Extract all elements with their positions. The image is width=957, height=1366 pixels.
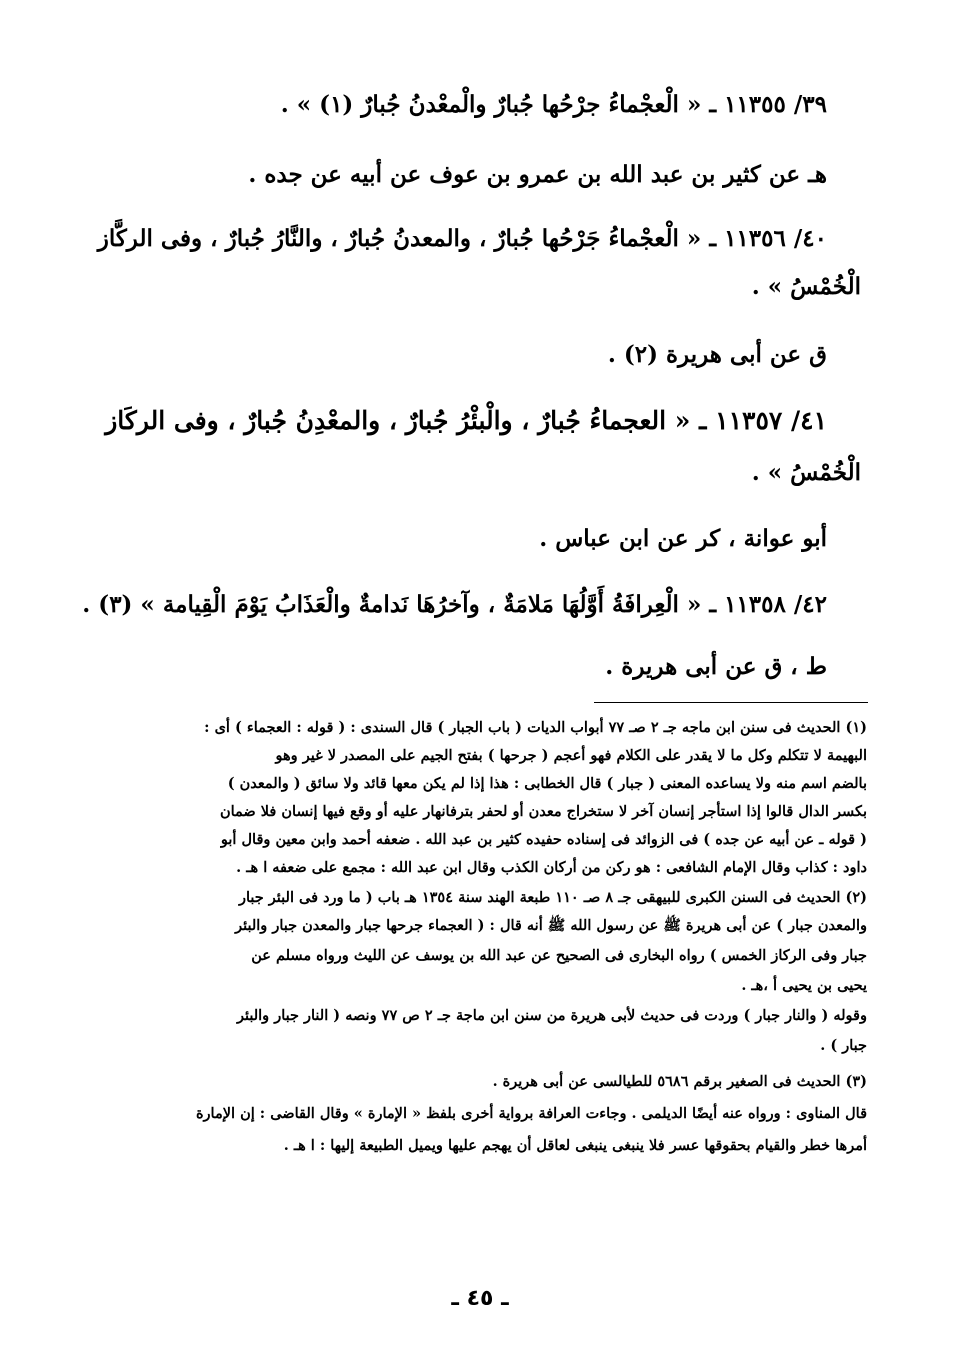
footnote-line: وقوله ( والنار جبار ) وردت فى حديث لأبى هريرة من سنن ابن ماجة جـ ٢ ص ٧٧ ونصه ( النار جبار والبئر (236, 1007, 867, 1024)
hadith-source-2: ق عن أبى هريرة (٢) . (607, 341, 827, 368)
hadith-line-2: ٤٠/ ١١٣٥٦ ـ « الْعجْماءُ جَرْحُها جُبارٌ ، والمعدنُ جُبارٌ ، والنَّارُ جُبارٌ ، وفى الركَّاز (97, 225, 827, 252)
hadith-line-2-cont: الْخُمْسُ » . (751, 273, 861, 300)
footnote-line: يحيى بن يحيى أ ،هـ . (741, 977, 867, 994)
footnote-line: بكسر الدال قالوا إذا استأجر إنسان آخر لا ستخراج معدن أو لحفر بترفانهار عليه أو وقع فيها إنسان فلا ضمان (219, 803, 867, 820)
footnote-line: (٢) الحديث فى السنن الكبرى للبيهقى جـ ٨ صـ ١١٠ طبعة الهند سنة ١٣٥٤ هـ باب ( ما ورد فى البئر جبار (238, 889, 867, 906)
hadith-line-3-cont: الْخُمْسُ » . (751, 459, 861, 486)
hadith-source-4: ط ، ق عن أبى هريرة . (605, 653, 827, 680)
page-number: ـ ٤٥ ـ (451, 1286, 509, 1311)
hadith-line-4: ٤٢/ ١١٣٥٨ ـ « الْعِرافَةُ أَوَّلُهَا مَلامَةٌ ، وآخرُهَا نَدامةٌ والْعَذَابُ يَوْمَ الْقِيامة » (٣) . (82, 591, 827, 618)
hadith-line-1: ٣٩/ ١١٣٥٥ ـ « الْعجْماءُ جرْحُها جُبارٌ والْمعْدنُ جُبارٌ (١) » . (280, 91, 827, 118)
hadith-source-3: أبو عوانة ، كر عن ابن عباس . (539, 525, 827, 552)
footnote-line: داود : كذاب وقال الإمام الشافعى : هو ركن من أركان الكذب وقال ابن عبد الله : مجمع على ضعفه ا هـ . (236, 859, 867, 876)
footnote-line: قال المناوى : ورواه عنه أيضًا الديلمى . وجاءت العرافة برواية أخرى بلفظ « الإمارة » وقال القاضى : إن الإمارة (195, 1105, 867, 1122)
footnote-line: جبار وفى الركاز الخمس ) رواه البخارى فى الصحيح عن عبد الله بن يوسف عن الليث ورواه مسلم عن (251, 947, 867, 964)
footnote-line: والمعدن جبار ) عن أبى هريرة ﷺ عن رسول الله ﷺ أنه قال : ( العجماء جرحها جبار والمعدن جبار والبئر (235, 917, 867, 934)
hadith-source-1: هـ عن كثير بن عبد الله بن عمرو بن عوف عن أبيه عن جده . (248, 161, 827, 188)
hadith-line-3: ٤١/ ١١٣٥٧ ـ « العجماءُ جُبارٌ ، والْبئْرُ جُبارٌ ، والمعْدِنُ جُبارٌ ، وفى الركَاز (105, 406, 827, 435)
footnote-line: بالضم اسم منه ولا يساعده المعنى ( جبار ) قال الخطابى : هذا إذا لم يكن معها قائد ولا سائق ( والمعدن ) (227, 775, 867, 792)
footnote-line: أمرها خطر والقيام بحقوقها عسر فلا ينبغى ينبغى لعاقل أن يهجم عليها ويميل الطبيعة إليها : ا هـ . (283, 1137, 867, 1154)
footnote-line: (١) الحديث فى سنن ابن ماجه جـ ٢ صـ ٧٧ أبواب الديات ( باب الجبار ) قال السندى : ( قوله : العجماء ) أى : (204, 719, 867, 736)
footnote-line: جبار ) . (820, 1037, 867, 1054)
footnote-separator (594, 702, 868, 703)
footnote-line: البهيمة لا تتكلم وكل ما لا يقدر على الكلام فهو أعجم ( جرحها ) بفتح الجيم على المصدر لا غير وهو (275, 747, 867, 764)
footnote-line: (٣) الحديث فى الصغير برقم ٥٦٨٦ للطيالسى عن أبى هريرة . (492, 1073, 867, 1090)
footnote-line: ( قوله ـ عن أبيه عن جده ) فى الزوائد فى إسناده حفيده كثير بن عبد الله . ضعفه أحمد وابن معين وقال أبو (220, 831, 867, 848)
